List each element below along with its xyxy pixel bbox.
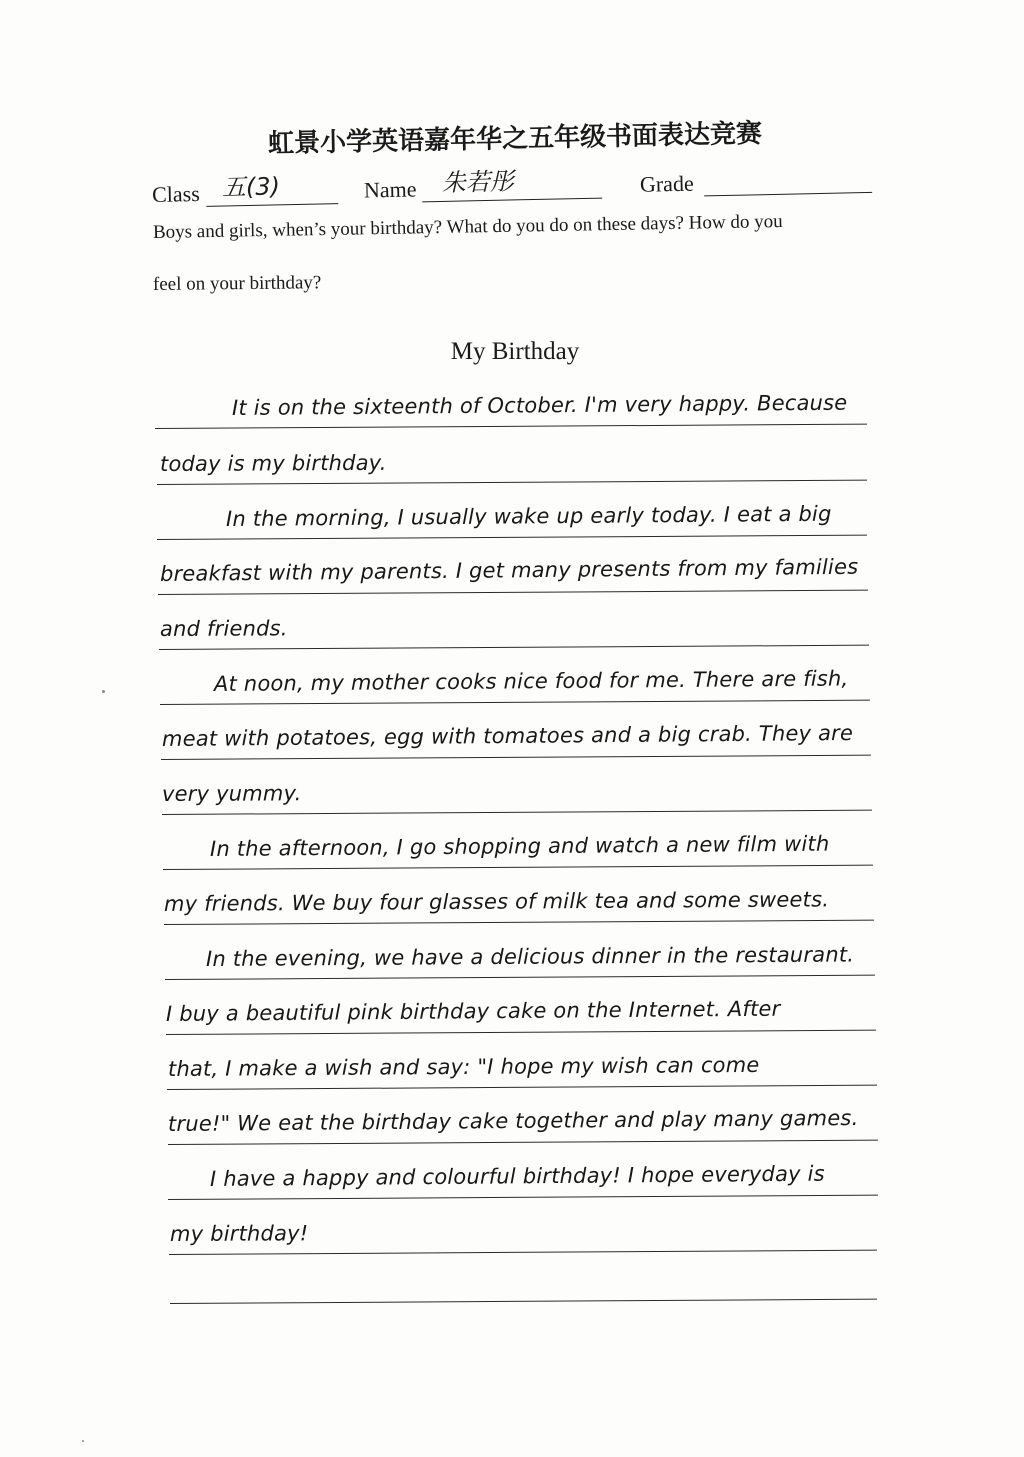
- writing-rule: [162, 810, 872, 815]
- prompt-line-1: Boys and girls, when’s your birthday? What do you do on these days? How do you: [152, 211, 783, 243]
- scan-speck: [82, 1440, 84, 1442]
- grade-field: [703, 158, 872, 197]
- essay-line: At noon, my mother cooks nice food for me. There are fish,: [213, 666, 849, 696]
- essay-line: In the afternoon, I go shopping and watch a new film with: [209, 831, 830, 861]
- worksheet-title: 虹景小学英语嘉年华之五年级书面表达竞赛: [267, 118, 763, 160]
- essay-line: my friends. We buy four glasses of milk tea and some sweets.: [163, 887, 830, 916]
- essay-line: It is on the sixteenth of October. I'm very happy. Because: [231, 390, 848, 420]
- writing-rule: [155, 424, 867, 429]
- class-label: Class: [151, 181, 200, 207]
- prompt-line-2: feel on your birthday?: [152, 272, 322, 295]
- writing-rule: [167, 1085, 877, 1090]
- essay-line: that, I make a wish and say: "I hope my wish can come: [167, 1052, 760, 1081]
- writing-rule: [161, 755, 871, 760]
- writing-rule: [168, 1140, 878, 1145]
- essay-line: and friends.: [159, 616, 288, 641]
- essay-line: my birthday!: [169, 1221, 309, 1246]
- essay-line: breakfast with my parents. I get many presents from my families: [159, 554, 859, 586]
- writing-rule: [166, 1030, 876, 1035]
- writing-rule: [165, 975, 875, 980]
- essay-line: In the morning, I usually wake up early today. I eat a big: [225, 501, 832, 531]
- writing-rule: [168, 1195, 878, 1200]
- essay-line: today is my birthday.: [159, 450, 387, 476]
- essay-title: My Birthday: [450, 338, 580, 365]
- writing-rule: [169, 1250, 877, 1255]
- name-label: Name: [363, 176, 417, 203]
- essay-line: In the evening, we have a delicious dinner in the restaurant.: [205, 942, 855, 971]
- writing-rule: [160, 700, 870, 705]
- name-value: 朱若彤: [441, 167, 515, 197]
- class-value: 五(3): [221, 172, 281, 202]
- essay-line: true!" We eat the birthday cake together and play many games.: [167, 1105, 859, 1136]
- essay-line: meat with potatoes, egg with tomatoes and a big crab. They are: [161, 720, 854, 751]
- student-info-row: [152, 157, 883, 212]
- writing-rule: [170, 1299, 877, 1304]
- writing-rule: [157, 480, 867, 485]
- essay-line: very yummy.: [161, 781, 302, 806]
- scan-speck: [102, 690, 105, 693]
- writing-rule: [158, 590, 868, 595]
- essay-line: I have a happy and colourful birthday! I hope everyday is: [209, 1161, 825, 1191]
- writing-rule: [159, 645, 869, 650]
- writing-rule: [164, 920, 874, 925]
- writing-rule: [157, 535, 867, 540]
- writing-rule: [163, 865, 873, 870]
- essay-line: I buy a beautiful pink birthday cake on the Internet. After: [165, 996, 781, 1026]
- grade-label: Grade: [639, 170, 694, 197]
